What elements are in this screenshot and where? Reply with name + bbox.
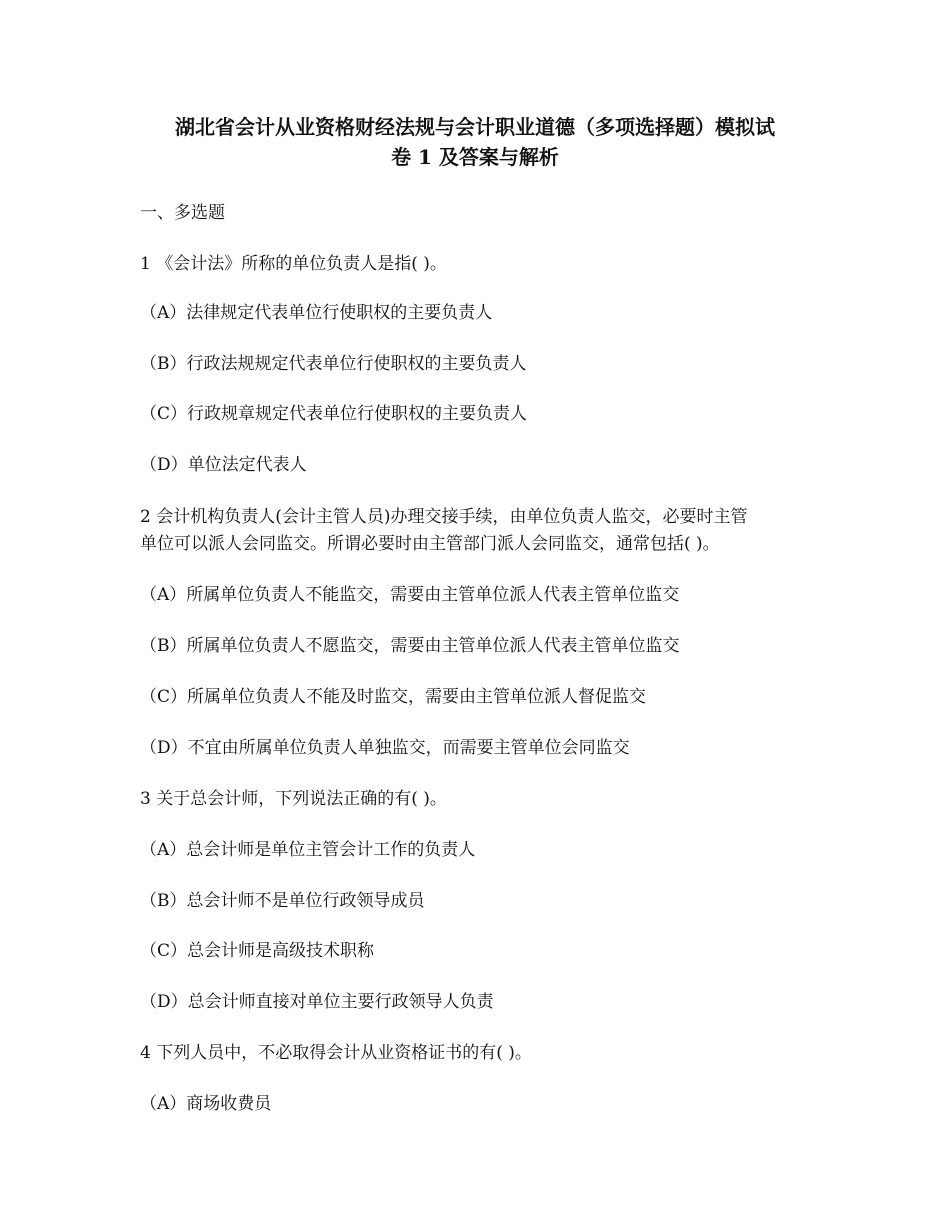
question-3-option-d: （D）总会计师直接对单位主要行政领导人负责 bbox=[140, 992, 494, 1012]
question-4-option-a: （A）商场收费员 bbox=[140, 1094, 272, 1114]
question-2-option-b: （B）所属单位负责人不愿监交，需要由主管单位派人代表主管单位监交 bbox=[140, 636, 680, 656]
question-3-stem: 3 关于总会计师，下列说法正确的有( )。 bbox=[140, 789, 447, 809]
question-1-stem: 1 《会计法》所称的单位负责人是指( )。 bbox=[140, 254, 447, 274]
question-2-option-a: （A）所属单位负责人不能监交，需要由主管单位派人代表主管单位监交 bbox=[140, 585, 680, 605]
document-title-line-1: 湖北省会计从业资格财经法规与会计职业道德（多项选择题）模拟试 bbox=[175, 115, 775, 139]
section-heading: 一、多选题 bbox=[140, 203, 225, 223]
question-1-option-a: （A）法律规定代表单位行使职权的主要负责人 bbox=[140, 303, 493, 323]
question-3-option-c: （C）总会计师是高级技术职称 bbox=[140, 941, 375, 961]
question-1-option-c: （C）行政规章规定代表单位行使职权的主要负责人 bbox=[140, 404, 528, 424]
question-1-option-b: （B）行政法规规定代表单位行使职权的主要负责人 bbox=[140, 354, 527, 374]
question-2-option-c: （C）所属单位负责人不能及时监交，需要由主管单位派人督促监交 bbox=[140, 687, 647, 707]
question-1-option-d: （D）单位法定代表人 bbox=[140, 455, 307, 475]
question-4-stem: 4 下列人员中，不必取得会计从业资格证书的有( )。 bbox=[140, 1043, 532, 1063]
question-2-option-d: （D）不宜由所属单位负责人单独监交，而需要主管单位会同监交 bbox=[140, 738, 630, 758]
question-3-option-a: （A）总会计师是单位主管会计工作的负责人 bbox=[140, 840, 476, 860]
question-2-stem-line-1: 2 会计机构负责人(会计主管人员)办理交接手续，由单位负责人监交，必要时主管 bbox=[140, 507, 748, 527]
document-title-line-2: 卷 1 及答案与解析 bbox=[391, 145, 559, 169]
question-3-option-b: （B）总会计师不是单位行政领导成员 bbox=[140, 891, 425, 911]
question-2-stem-line-2: 单位可以派人会同监交。所谓必要时由主管部门派人会同监交，通常包括( )。 bbox=[140, 534, 720, 554]
